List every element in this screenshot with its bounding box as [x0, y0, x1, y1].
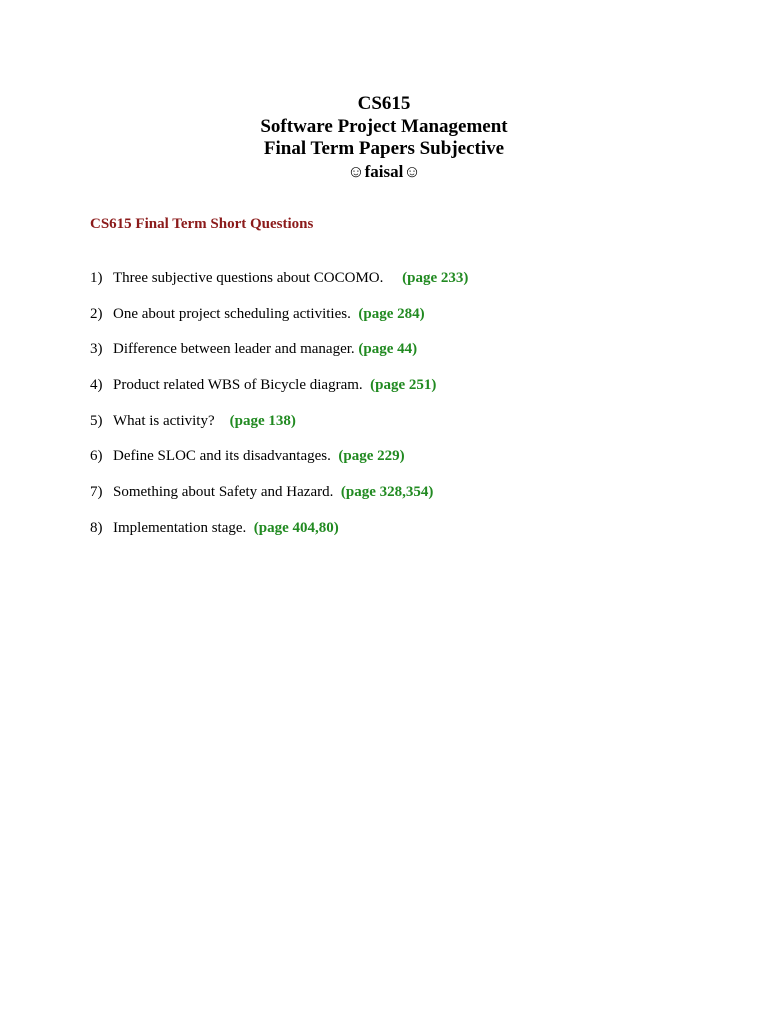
question-text: Something about Safety and Hazard. — [113, 484, 334, 501]
list-item — [90, 519, 468, 555]
page-reference: (page 44) — [358, 341, 418, 358]
question-text: One about project scheduling activities. — [113, 305, 351, 322]
question-number: 7) — [90, 484, 103, 501]
list-item — [90, 376, 468, 412]
list-item — [90, 447, 468, 483]
list-item — [90, 269, 468, 305]
page-reference: (page 284) — [358, 305, 425, 322]
page-reference: (page 328,354) — [340, 484, 434, 501]
question-gap — [383, 270, 402, 286]
question-gap — [333, 484, 341, 500]
question-number: 2) — [90, 305, 103, 322]
question-gap — [215, 413, 230, 429]
question-number: 3) — [90, 341, 103, 358]
list-item — [90, 483, 468, 519]
question-number: 6) — [90, 448, 103, 465]
section-heading: CS615 Final Term Short Questions — [90, 216, 314, 232]
question-text: What is activity? — [113, 412, 215, 429]
list-item — [90, 340, 468, 376]
question-text: Difference between leader and manager. — [113, 341, 355, 358]
page-reference: (page 251) — [370, 377, 437, 394]
question-number: 4) — [90, 377, 103, 394]
question-text: Product related WBS of Bicycle diagram. — [113, 377, 363, 394]
question-list — [90, 269, 468, 555]
question-text: Three subjective questions about COCOMO. — [113, 270, 384, 286]
page-reference: (page 229) — [338, 448, 405, 465]
page-reference: (page 138) — [229, 412, 296, 429]
list-item — [90, 305, 468, 341]
course-code: CS615 — [357, 93, 411, 114]
course-title: Software Project Management — [260, 115, 508, 137]
title-block — [0, 93, 768, 183]
page-reference: (page 404,80) — [253, 519, 339, 536]
list-item — [90, 412, 468, 448]
question-text: Implementation stage. — [113, 519, 247, 536]
page-reference: (page 233) — [402, 270, 469, 286]
question-number: 8) — [90, 519, 103, 536]
question-text: Define SLOC and its disadvantages. — [113, 448, 331, 465]
question-gap — [246, 520, 254, 536]
paper-type: Final Term Papers Subjective — [263, 138, 505, 159]
question-number: 1) — [90, 270, 103, 286]
author-name: ☺faisal☺ — [347, 161, 421, 181]
question-number: 5) — [90, 412, 103, 429]
